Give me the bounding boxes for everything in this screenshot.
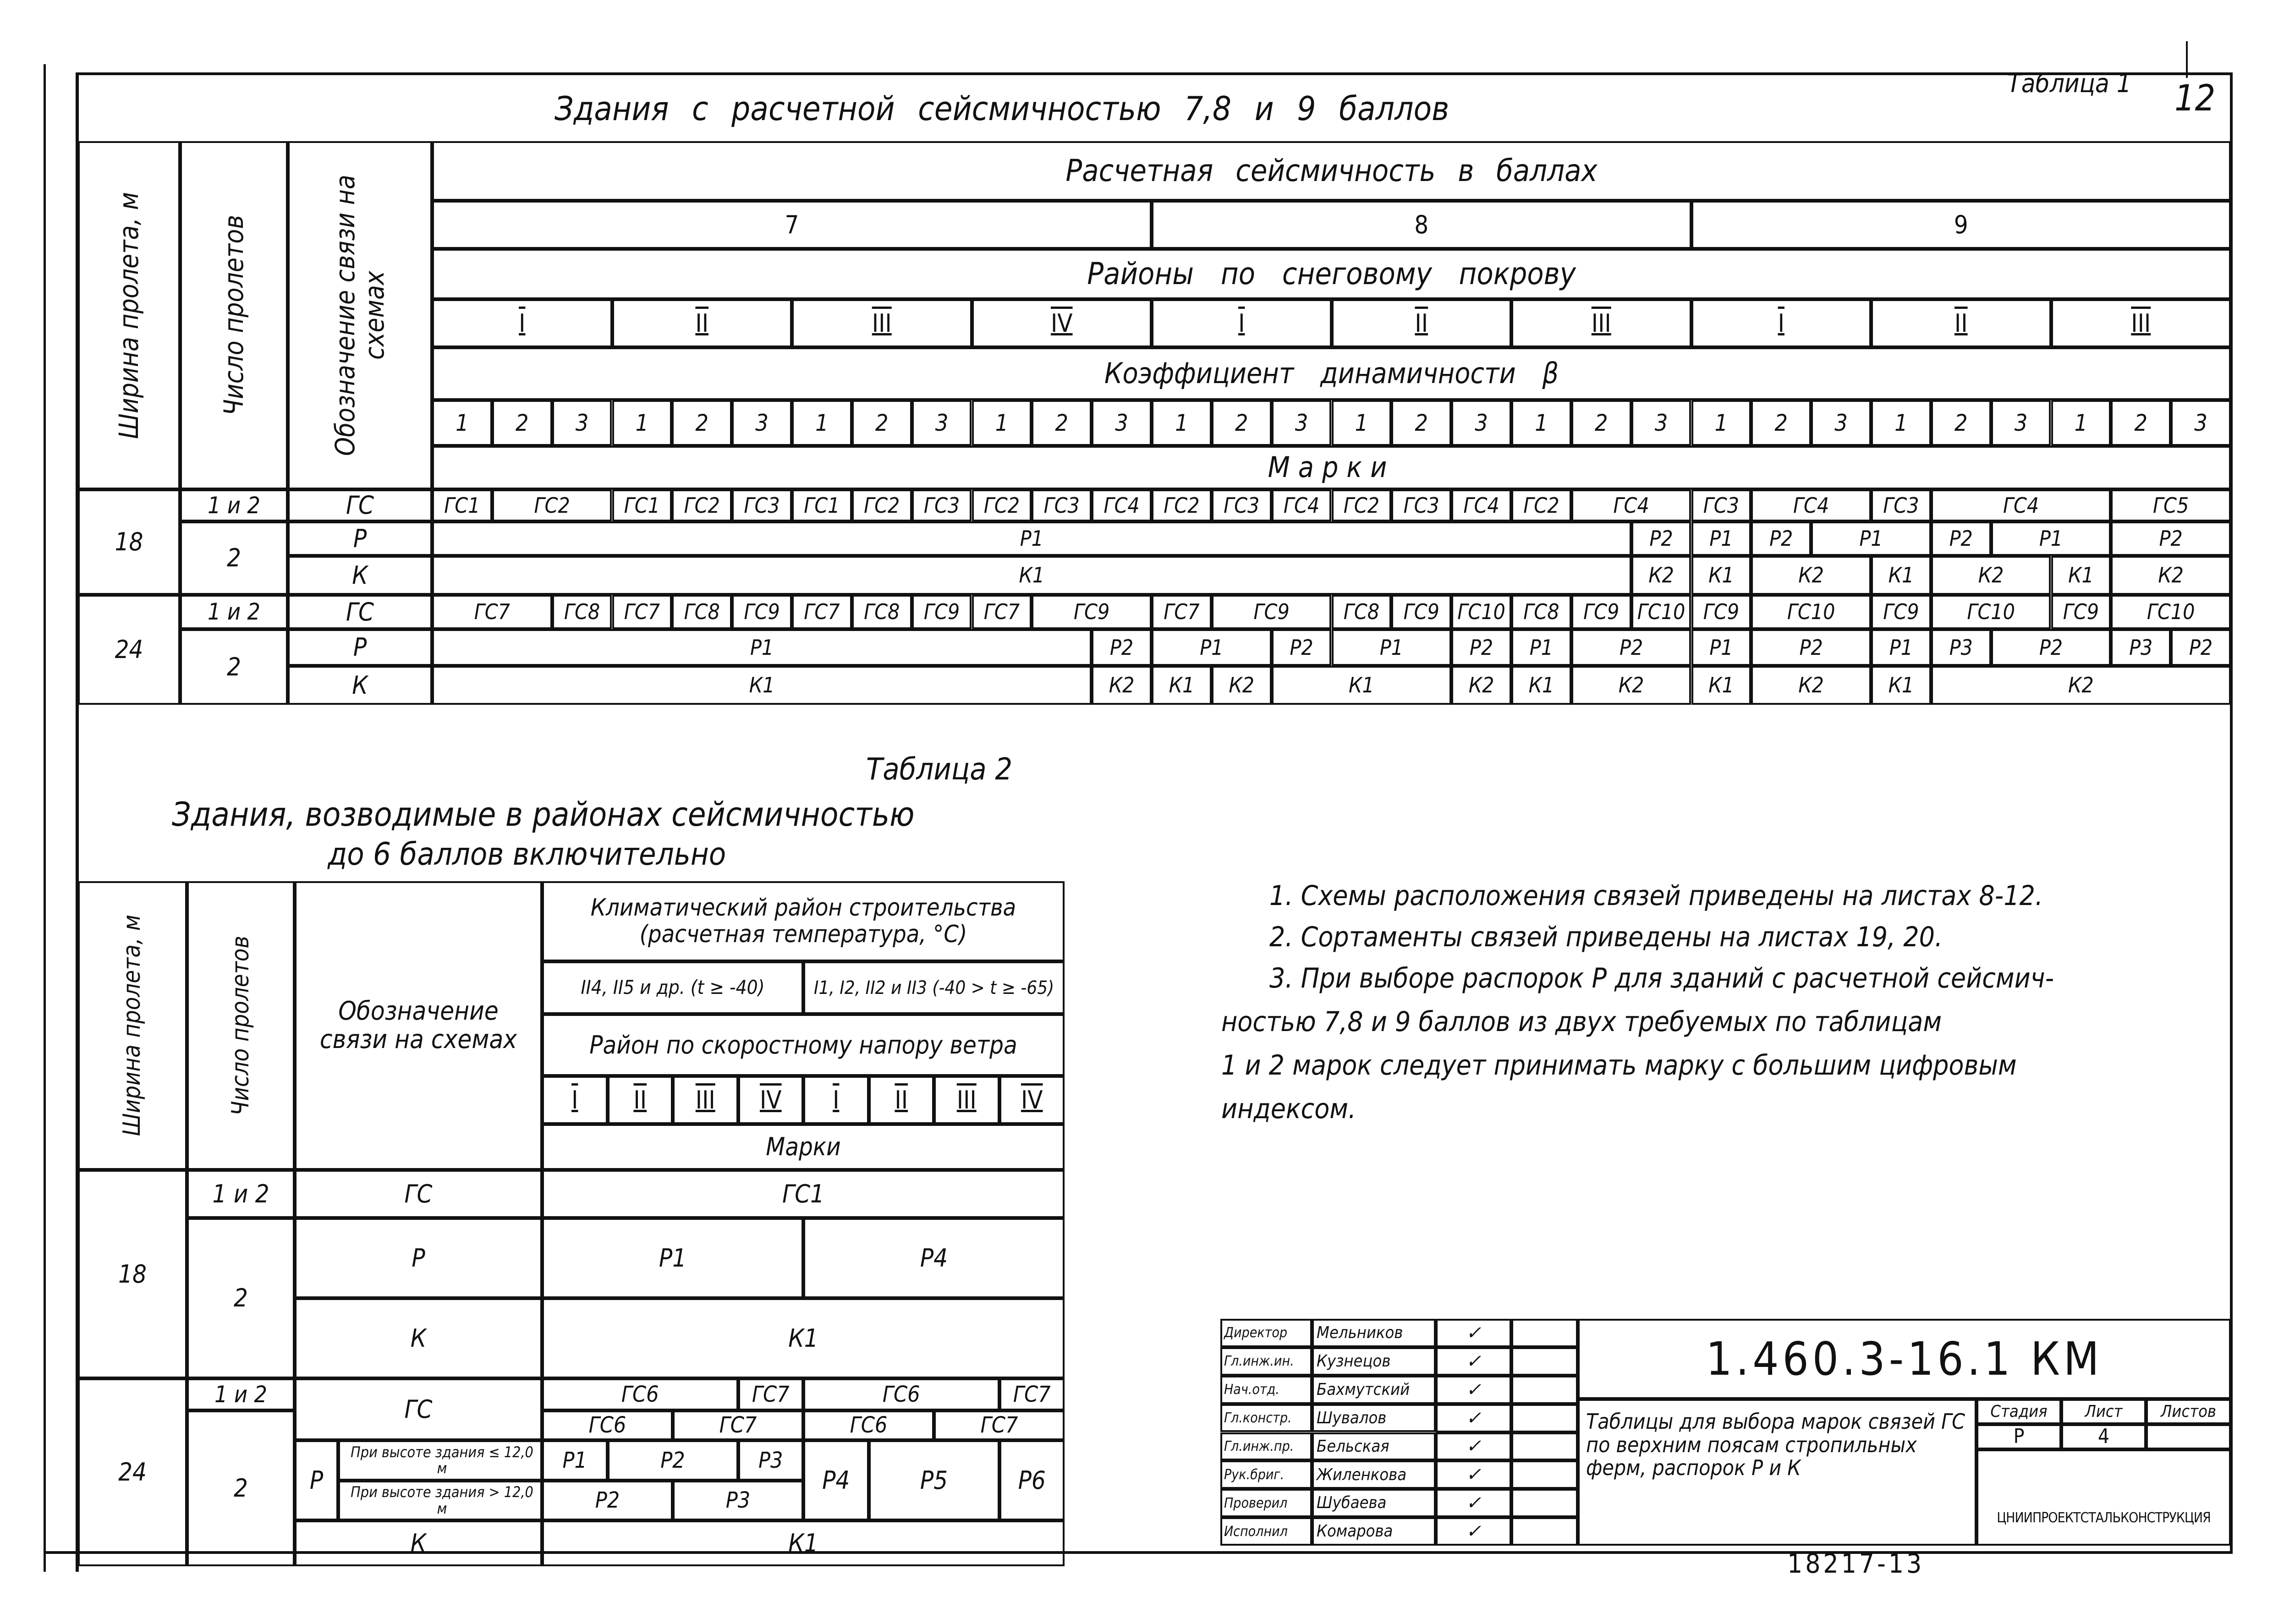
dynamic-coefficient: 2 — [1571, 400, 1631, 446]
snow-district — [1152, 299, 1332, 347]
mark-cell: Р2 — [1272, 629, 1332, 666]
mark-cell: Р1 — [542, 1440, 608, 1481]
span-count-label: Число пролетов — [226, 935, 254, 1116]
signature: ✓ — [1436, 1489, 1511, 1517]
mark-cell: К1 — [1152, 666, 1212, 705]
signature: ✓ — [1436, 1517, 1511, 1546]
dynamic-coefficient: 3 — [1991, 400, 2051, 446]
span-count-cell: 2 — [180, 629, 288, 705]
mark-cell: ГС2 — [972, 489, 1032, 521]
table1-label: Таблица 1 — [2007, 69, 2131, 99]
col-header-span-width — [78, 881, 187, 1170]
designation-cell: ГС — [288, 595, 432, 629]
mark-cell: Р2 — [1571, 629, 1691, 666]
dynamic-coefficient: 1 — [432, 400, 492, 446]
span-width-cell: 18 — [78, 489, 180, 595]
mark-cell: Р2 — [608, 1440, 738, 1481]
snow-district-label: II — [1415, 308, 1428, 338]
dynamic-coefficient: 3 — [732, 400, 792, 446]
snow-district — [612, 299, 792, 347]
mark-cell: ГС3 — [912, 489, 972, 521]
mark-cell: ГС9 — [1571, 595, 1631, 629]
climate-group: II4, II5 и др. (t ≥ -40) — [542, 961, 803, 1014]
snow-district-label: III — [872, 308, 892, 338]
stage-label: Стадия — [1977, 1399, 2061, 1424]
wind-district-label: I — [571, 1085, 578, 1114]
date-cell — [1511, 1404, 1578, 1432]
mark-cell: ГС9 — [732, 595, 792, 629]
mark-cell: К2 — [1212, 666, 1272, 705]
mark-cell: ГС2 — [672, 489, 732, 521]
mark-cell: ГС6 — [542, 1410, 673, 1440]
col-header-span-count — [187, 881, 295, 1170]
mark-cell: ГС2 — [492, 489, 612, 521]
span-count-label: Число пролетов — [218, 215, 249, 416]
signatory-name: Жиленкова — [1312, 1460, 1436, 1489]
mark-cell: Р2 — [2171, 629, 2231, 666]
mark-cell: ГС1 — [542, 1170, 1065, 1218]
wind-district — [803, 1076, 869, 1124]
mark-cell: К1 — [542, 1298, 1065, 1378]
mark-cell: ГС9 — [1691, 595, 1751, 629]
col-header-designation — [288, 141, 432, 489]
span-count-cell: 1 и 2 — [187, 1378, 295, 1410]
mark-cell: К2 — [1092, 666, 1152, 705]
dynamic-coefficient: 3 — [1272, 400, 1332, 446]
mark-cell: ГС3 — [1032, 489, 1092, 521]
mark-cell: Р1 — [1691, 629, 1751, 666]
dynamic-coefficient: 3 — [1631, 400, 1691, 446]
stage-value: Р — [1977, 1424, 2061, 1449]
dynamic-coefficient: 1 — [1871, 400, 1931, 446]
mark-cell: Р1 — [542, 1218, 803, 1298]
signatory-role: Исполнил — [1220, 1517, 1312, 1546]
dynamic-coefficient: 3 — [912, 400, 972, 446]
marks-header: Марки — [432, 446, 2231, 489]
mark-cell: ГС10 — [1631, 595, 1691, 629]
designation-cell: Р — [295, 1218, 542, 1298]
wind-district — [738, 1076, 804, 1124]
mark-cell: ГС2 — [1332, 489, 1392, 521]
mark-cell: ГС8 — [1511, 595, 1571, 629]
mark-cell: К2 — [1631, 556, 1691, 595]
mark-cell: К1 — [2051, 556, 2111, 595]
dynamic-coefficient: 2 — [492, 400, 552, 446]
mark-cell: ГС4 — [1571, 489, 1691, 521]
designation-label: Обозначение связи на схемах — [329, 175, 390, 456]
mark-cell: ГС3 — [732, 489, 792, 521]
dynamic-coefficient: 2 — [1751, 400, 1811, 446]
mark-cell: ГС4 — [1092, 489, 1152, 521]
mark-cell: Р6 — [999, 1440, 1065, 1520]
mark-cell: ГС3 — [1391, 489, 1451, 521]
organization: ЦНИИПРОЕКТСТАЛЬКОНСТРУКЦИЯ — [1977, 1449, 2231, 1546]
mark-cell: ГС2 — [1511, 489, 1571, 521]
signatory-name: Мельников — [1312, 1319, 1436, 1347]
dynamic-coefficient: 2 — [852, 400, 912, 446]
mark-cell: ГС1 — [612, 489, 672, 521]
table2-title-line2: до 6 баллов включительно — [328, 836, 726, 872]
dynamic-coefficient: 3 — [1811, 400, 1871, 446]
wind-district — [542, 1076, 608, 1124]
mark-cell: Р1 — [1691, 521, 1751, 556]
mark-cell: ГС4 — [1272, 489, 1332, 521]
mark-cell: ГС3 — [1691, 489, 1751, 521]
mark-cell: К1 — [1272, 666, 1452, 705]
mark-cell: ГС7 — [432, 595, 552, 629]
dynamic-coefficient: 1 — [972, 400, 1032, 446]
snow-district — [432, 299, 612, 347]
snow-district-label: II — [695, 308, 709, 338]
sheet-title: Таблицы для выбора марок связей ГС по верхним поясам стропильных ферм, распорок Р и К — [1578, 1399, 1977, 1546]
note-line: 1. Схемы расположения связей приведены на листах 8-12. — [1269, 880, 2043, 912]
mark-cell: ГС8 — [1332, 595, 1392, 629]
snow-district — [972, 299, 1152, 347]
wind-district — [608, 1076, 673, 1124]
sheet-value: 4 — [2061, 1424, 2146, 1449]
span-count-cell: 1 и 2 — [180, 489, 288, 521]
signature: ✓ — [1436, 1460, 1511, 1489]
note-line: ностью 7,8 и 9 баллов из двух требуемых по таблицам — [1221, 1006, 1942, 1038]
note-line: 1 и 2 марок следует принимать марку с большим цифровым — [1221, 1049, 2017, 1081]
mark-cell: ГС9 — [1391, 595, 1451, 629]
snow-district — [2051, 299, 2231, 347]
mark-cell: К2 — [1751, 666, 1871, 705]
wind-header: Район по скоростному напору ветра — [542, 1014, 1065, 1076]
marks-header: Марки — [542, 1124, 1065, 1170]
mark-cell: К1 — [432, 556, 1631, 595]
signatory-name: Шубаева — [1312, 1489, 1436, 1517]
seismicity-header: Расчетная сейсмичность в баллах — [432, 141, 2231, 201]
mark-cell: ГС8 — [852, 595, 912, 629]
mark-cell: ГС7 — [972, 595, 1032, 629]
snow-district — [1332, 299, 1512, 347]
mark-cell: К1 — [1691, 556, 1751, 595]
mark-cell: ГС9 — [912, 595, 972, 629]
mark-cell: ГС4 — [1751, 489, 1871, 521]
dynamic-coefficient: 3 — [1451, 400, 1511, 446]
mark-cell: ГС1 — [792, 489, 852, 521]
dynamic-coefficient: 1 — [2051, 400, 2111, 446]
signature: ✓ — [1436, 1376, 1511, 1404]
table2-title-line1: Здания, возводимые в районах сейсмичностью — [172, 795, 915, 834]
mark-cell: ГС2 — [852, 489, 912, 521]
mark-cell: К1 — [1511, 666, 1571, 705]
climate-header: Климатический район строительства (расчетная температура, °C) — [542, 881, 1065, 961]
signatory-name: Шувалов — [1312, 1404, 1436, 1432]
mark-cell: Р4 — [803, 1218, 1065, 1298]
mark-cell: К2 — [1451, 666, 1511, 705]
col-header-span-count — [180, 141, 288, 489]
sheet-label: Лист — [2061, 1399, 2146, 1424]
mark-cell: ГС2 — [1152, 489, 1212, 521]
span-width-cell: 18 — [78, 1170, 187, 1378]
mark-cell: К2 — [2111, 556, 2231, 595]
wind-district — [999, 1076, 1065, 1124]
mark-cell: Р1 — [1332, 629, 1452, 666]
mark-cell: Р2 — [1631, 521, 1691, 556]
dynamic-coefficient: 1 — [1332, 400, 1392, 446]
mark-cell: ГС10 — [1451, 595, 1511, 629]
mark-cell: Р1 — [1871, 629, 1931, 666]
mark-cell: ГС10 — [1931, 595, 2051, 629]
signatory-role: Гл.инж.ин. — [1220, 1347, 1312, 1376]
mark-cell: Р2 — [1931, 521, 1991, 556]
mark-cell: Р1 — [1991, 521, 2111, 556]
signature: ✓ — [1436, 1404, 1511, 1432]
snow-district-label: I — [1238, 308, 1245, 338]
dynamic-coefficient: 2 — [1391, 400, 1451, 446]
sheets-value — [2146, 1424, 2231, 1449]
mark-cell: ГС9 — [1871, 595, 1931, 629]
bottom-stamp: 18217-13 — [1787, 1548, 1925, 1579]
span-count-cell: 2 — [180, 521, 288, 595]
signature: ✓ — [1436, 1347, 1511, 1376]
designation-cell: К — [295, 1298, 542, 1378]
mark-cell: ГС4 — [1451, 489, 1511, 521]
span-count-cell: 1 и 2 — [180, 595, 288, 629]
mark-cell: ГС10 — [2111, 595, 2231, 629]
col-header-designation: Обозначение связи на схемах — [295, 881, 542, 1170]
designation-cell: ГС — [295, 1170, 542, 1218]
dynamic-coefficient: 3 — [552, 400, 612, 446]
mark-cell: К2 — [1571, 666, 1691, 705]
span-width-label: Ширина пролета, м — [113, 192, 144, 439]
wind-district-label: III — [956, 1085, 977, 1114]
date-cell — [1511, 1376, 1578, 1404]
mark-cell: ГС3 — [1871, 489, 1931, 521]
sheet-corner-number: 12 — [2174, 78, 2216, 119]
signatory-name: Комарова — [1312, 1517, 1436, 1546]
mark-cell: ГС7 — [1152, 595, 1212, 629]
signatory-role: Гл.инж.пр. — [1220, 1432, 1312, 1461]
mark-cell: Р1 — [1511, 629, 1571, 666]
wind-district-label: I — [833, 1085, 840, 1114]
mark-cell: Р3 — [673, 1481, 803, 1520]
mark-cell: Р4 — [803, 1440, 869, 1520]
wind-district-label: III — [695, 1085, 715, 1114]
mark-cell: ГС9 — [1212, 595, 1332, 629]
signatory-name: Кузнецов — [1312, 1347, 1436, 1376]
snow-district-label: I — [519, 308, 526, 338]
height-condition: При высоте здания > 12,0 м — [338, 1481, 542, 1520]
dynamic-coefficient: 1 — [1152, 400, 1212, 446]
snow-header: Районы по снеговому покрову — [432, 249, 2231, 299]
table1-title: Здания с расчетной сейсмичностью 7,8 и 9 баллов — [555, 89, 1449, 128]
mark-cell: ГС7 — [934, 1410, 1065, 1440]
designation-cell: Р — [288, 521, 432, 556]
span-width-cell: 24 — [78, 595, 180, 705]
snow-district-label: I — [1778, 308, 1784, 338]
date-cell — [1511, 1460, 1578, 1489]
mark-cell: Р2 — [1092, 629, 1152, 666]
mark-cell: ГС6 — [542, 1378, 738, 1410]
dynamic-header: Коэффициент динамичности β — [432, 347, 2231, 400]
snow-district-label: III — [2131, 308, 2151, 338]
dynamic-coefficient: 1 — [1691, 400, 1751, 446]
mark-cell: ГС1 — [432, 489, 492, 521]
designation-cell: К — [288, 556, 432, 595]
snow-district — [792, 299, 972, 347]
snow-district-label: II — [1954, 308, 1968, 338]
designation-cell: ГС — [288, 489, 432, 521]
mark-cell: ГС7 — [673, 1410, 803, 1440]
designation-cell: ГС — [295, 1378, 542, 1440]
dynamic-coefficient: 2 — [672, 400, 732, 446]
mark-cell: Р2 — [1751, 521, 1811, 556]
climate-group: I1, I2, II2 и II3 (-40 > t ≥ -65) — [803, 961, 1065, 1014]
designation-cell: К — [288, 666, 432, 705]
mark-cell: Р5 — [869, 1440, 999, 1520]
dynamic-coefficient: 3 — [1092, 400, 1152, 446]
mark-cell: ГС8 — [672, 595, 732, 629]
dynamic-coefficient: 3 — [2171, 400, 2231, 446]
span-count-cell: 2 — [187, 1410, 295, 1566]
mark-cell: Р2 — [542, 1481, 673, 1520]
mark-cell: ГС9 — [1032, 595, 1152, 629]
mark-cell: Р2 — [1991, 629, 2111, 666]
dynamic-coefficient: 1 — [792, 400, 852, 446]
mark-cell: Р1 — [1811, 521, 1931, 556]
signatory-name: Бахмутский — [1312, 1376, 1436, 1404]
mark-cell: К1 — [1691, 666, 1751, 705]
designation-cell: Р — [288, 629, 432, 666]
mark-cell: ГС7 — [999, 1378, 1065, 1410]
wind-district-label: IV — [1021, 1085, 1043, 1114]
mark-cell: К1 — [542, 1520, 1065, 1566]
signatory-role: Рук.бриг. — [1220, 1460, 1312, 1489]
signature: ✓ — [1436, 1432, 1511, 1461]
mark-cell: К2 — [1931, 556, 2051, 595]
seismicity-level: 7 — [432, 201, 1152, 249]
date-cell — [1511, 1319, 1578, 1347]
signatory-role: Проверил — [1220, 1489, 1312, 1517]
mark-cell: Р2 — [2111, 521, 2231, 556]
mark-cell: К1 — [1871, 556, 1931, 595]
mark-cell: Р1 — [432, 521, 1631, 556]
mark-cell: Р3 — [738, 1440, 804, 1481]
mark-cell: Р1 — [432, 629, 1092, 666]
signatory-name: Бельская — [1312, 1432, 1436, 1461]
mark-cell: К2 — [1931, 666, 2231, 705]
mark-cell: ГС7 — [738, 1378, 804, 1410]
mark-cell: К2 — [1751, 556, 1871, 595]
snow-district-label: IV — [1050, 308, 1073, 338]
wind-district — [934, 1076, 999, 1124]
dynamic-coefficient: 2 — [2111, 400, 2171, 446]
designation-cell: К — [295, 1520, 542, 1566]
mark-cell: К1 — [432, 666, 1092, 705]
document-code: 1.460.3-16.1 КМ — [1578, 1319, 2231, 1399]
mark-cell: Р3 — [1931, 629, 1991, 666]
seismicity-level: 9 — [1691, 201, 2231, 249]
col-header-span-width — [78, 141, 180, 489]
snow-district — [1691, 299, 1872, 347]
signature: ✓ — [1436, 1319, 1511, 1347]
wind-district-label: II — [895, 1085, 908, 1114]
date-cell — [1511, 1489, 1578, 1517]
signatory-role: Директор — [1220, 1319, 1312, 1347]
span-count-cell: 1 и 2 — [187, 1170, 295, 1218]
span-count-cell: 2 — [187, 1218, 295, 1378]
date-cell — [1511, 1347, 1578, 1376]
frame-top — [76, 72, 2232, 75]
mark-cell: ГС7 — [612, 595, 672, 629]
mark-cell: Р1 — [1152, 629, 1272, 666]
mark-cell: ГС10 — [1751, 595, 1871, 629]
seismicity-level: 8 — [1152, 201, 1691, 249]
mark-cell: ГС4 — [1931, 489, 2111, 521]
table2-label: Таблица 2 — [866, 752, 1013, 787]
mark-cell: Р2 — [1751, 629, 1871, 666]
dynamic-coefficient: 2 — [1212, 400, 1272, 446]
mark-cell: Р2 — [1451, 629, 1511, 666]
signatory-role: Нач.отд. — [1220, 1376, 1312, 1404]
note-line: индексом. — [1221, 1093, 1356, 1125]
mark-cell: ГС6 — [803, 1410, 934, 1440]
span-width-label: Ширина пролета, м — [118, 915, 146, 1136]
date-cell — [1511, 1432, 1578, 1461]
dynamic-coefficient: 2 — [1032, 400, 1092, 446]
dynamic-coefficient: 1 — [1511, 400, 1571, 446]
designation-cell: Р — [295, 1440, 338, 1520]
wind-district-label: IV — [759, 1085, 782, 1114]
snow-district — [1871, 299, 2051, 347]
mark-cell: ГС9 — [2051, 595, 2111, 629]
corner-mark — [2186, 41, 2188, 78]
mark-cell: К1 — [1871, 666, 1931, 705]
mark-cell: ГС6 — [803, 1378, 999, 1410]
mark-cell: ГС8 — [552, 595, 612, 629]
mark-cell: ГС3 — [1212, 489, 1272, 521]
signatory-role: Гл.констр. — [1220, 1404, 1312, 1432]
wind-district-label: II — [633, 1085, 647, 1114]
note-line: 3. При выборе распорок Р для зданий с расчетной сейсмич- — [1269, 962, 2054, 994]
date-cell — [1511, 1517, 1578, 1546]
wind-district — [673, 1076, 738, 1124]
dynamic-coefficient: 1 — [612, 400, 672, 446]
span-width-cell: 24 — [78, 1378, 187, 1566]
mark-cell: Р3 — [2111, 629, 2171, 666]
snow-district-label: III — [1591, 308, 1611, 338]
frame-left-outer — [44, 64, 46, 1572]
mark-cell: ГС5 — [2111, 489, 2231, 521]
dynamic-coefficient: 2 — [1931, 400, 1991, 446]
sheets-label: Листов — [2146, 1399, 2231, 1424]
note-line: 2. Сортаменты связей приведены на листах 19, 20. — [1269, 921, 1943, 953]
height-condition: При высоте здания ≤ 12,0 м — [338, 1440, 542, 1481]
wind-district — [869, 1076, 934, 1124]
mark-cell: ГС7 — [792, 595, 852, 629]
snow-district — [1511, 299, 1691, 347]
